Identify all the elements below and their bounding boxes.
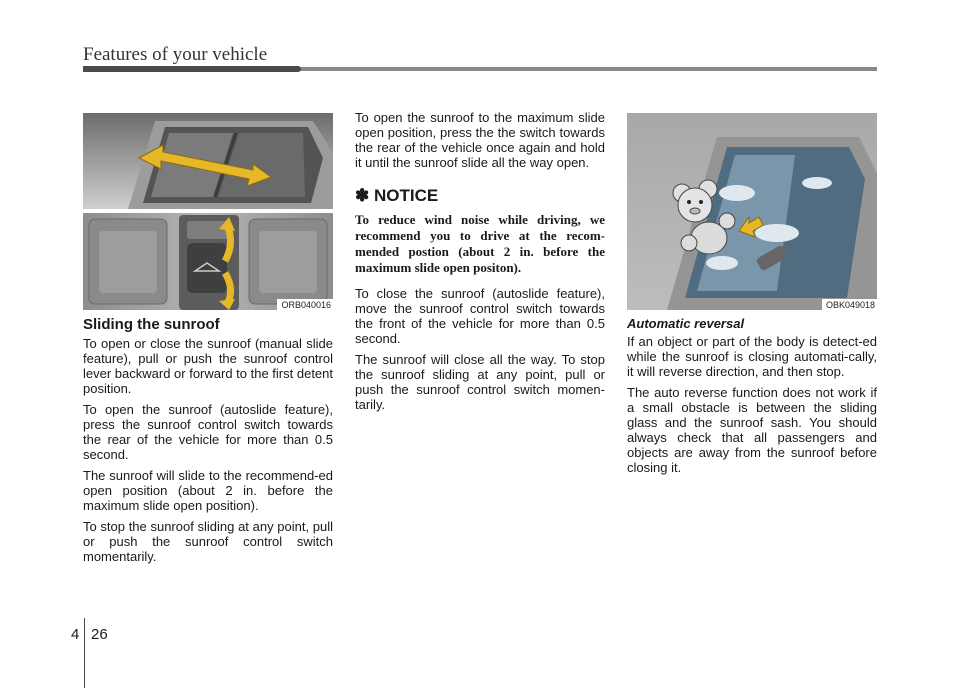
paragraph: To open or close the sunroof (manual slide feature), pull or push the sunroof control lever backward or forward to the first detent position. bbox=[83, 336, 334, 396]
auto-reversal-illustration bbox=[627, 113, 877, 310]
sunroof-controls-illustration bbox=[83, 113, 333, 310]
page-number: 26 bbox=[91, 626, 108, 643]
paragraph: To stop the sunroof sliding at any point, pull or push the sunroof control switch momentarily. bbox=[83, 519, 333, 564]
paragraph: The sunroof will close all the way. To stop the sunroof sliding at any point, pull or push the sunroof control switch momen-tarily. bbox=[355, 352, 605, 412]
figure-code: ORB040016 bbox=[277, 299, 333, 310]
figure-code: OBK049018 bbox=[822, 299, 877, 310]
header-rule-accent bbox=[83, 66, 301, 72]
figure-auto-reversal bbox=[627, 113, 877, 310]
paragraph: The auto reverse function does not work if a small obstacle is between the sliding glass and the sunroof sash. You should always check that all passengers and objects are away from the sunroof before closing it. bbox=[627, 385, 877, 475]
section-heading-auto-reversal: Automatic reversal bbox=[627, 316, 745, 331]
section-heading-sliding: Sliding the sunroof bbox=[83, 316, 220, 333]
paragraph: The sunroof will slide to the recommend-ed open position (about 2 in. before the maximum slide open position). bbox=[83, 468, 333, 513]
paragraph: To open the sunroof to the maximum slide open position, press the the switch towards the rear of the vehicle once again and hold it until the sunroof slide all the way open. bbox=[355, 110, 605, 170]
column-right bbox=[627, 316, 877, 481]
paragraph: To open the sunroof (autoslide feature), press the sunroof control switch towards the rear of the vehicle for more than 0.5 second. bbox=[83, 402, 333, 462]
notice-heading: ✽ NOTICE bbox=[355, 186, 439, 205]
chapter-number: 4 bbox=[71, 626, 80, 643]
paragraph: To close the sunroof (autoslide feature), move the sunroof control switch towards the front of the vehicle for more than 0.5 second. bbox=[355, 286, 605, 346]
column-left bbox=[83, 316, 333, 570]
header-title: Features of your vehicle bbox=[83, 44, 268, 65]
figure-sunroof-controls bbox=[83, 113, 333, 310]
paragraph: If an object or part of the body is detect-ed while the sunroof is closing automati-cally, it will reverse direction, and then stop. bbox=[627, 334, 877, 379]
column-middle bbox=[355, 110, 605, 418]
page-divider bbox=[84, 618, 85, 688]
notice-text: To reduce wind noise while driving, we recommend you to drive at the recom-mended postion (about 2 in. before the maximum slide open positon). bbox=[355, 212, 605, 275]
